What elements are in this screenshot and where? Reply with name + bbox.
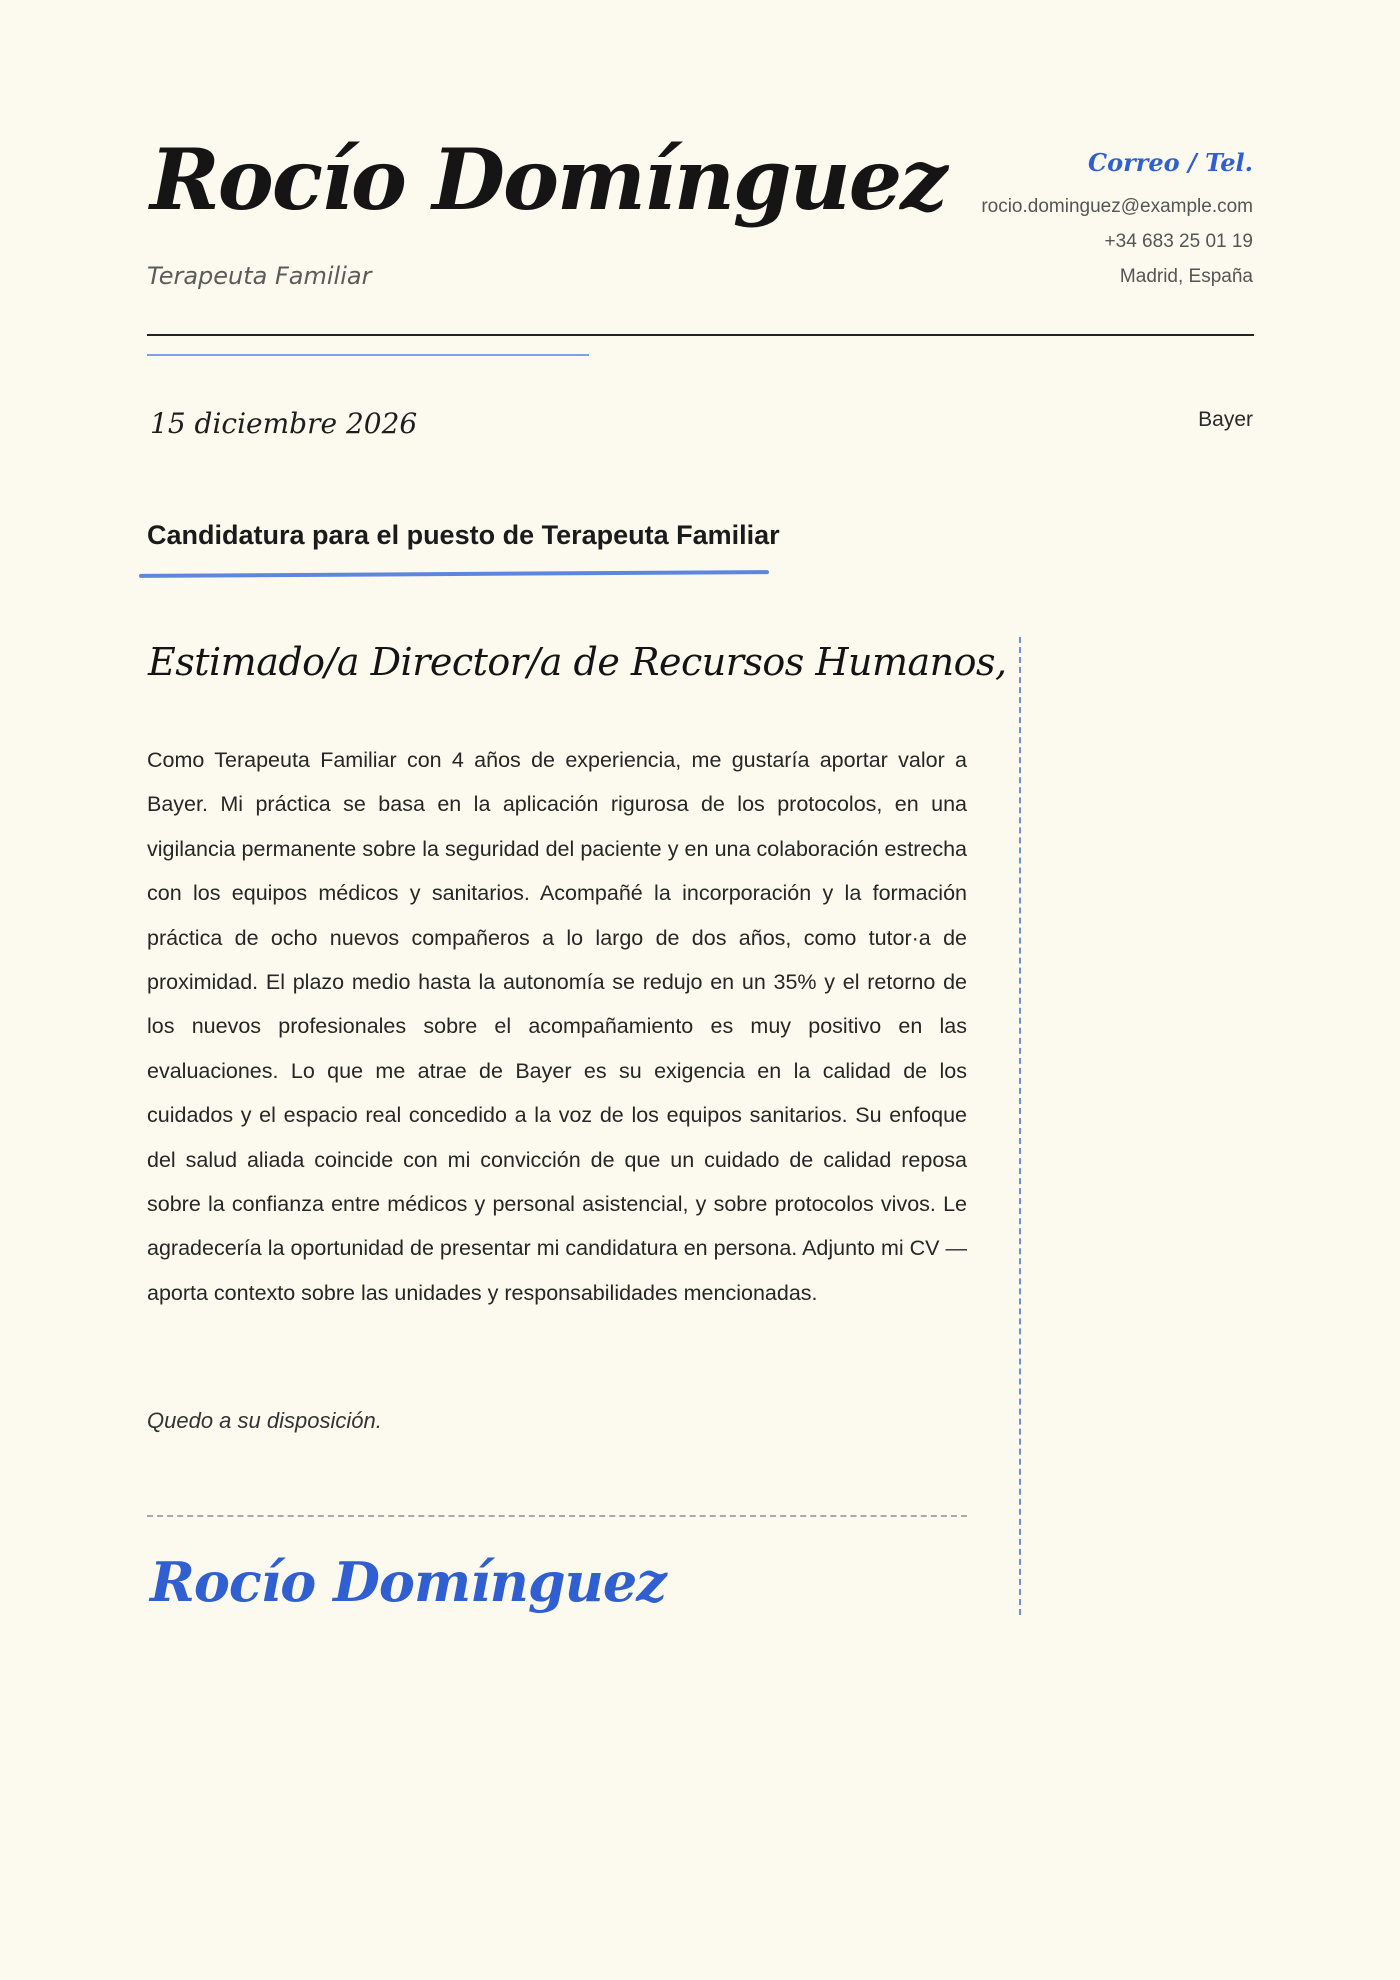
contact-phone: +34 683 25 01 19 [1104, 231, 1253, 252]
vertical-divider [1019, 637, 1021, 1615]
applicant-role: Terapeuta Familiar [147, 262, 372, 290]
letter-subject: Candidatura para el puesto de Terapeuta Familiar [147, 520, 780, 550]
contact-block [981, 148, 1253, 294]
header-accent-divider [147, 354, 589, 356]
subject-underline [139, 570, 769, 578]
letter-closing: Quedo a su disposición. [147, 1408, 382, 1433]
header-divider [147, 334, 1254, 336]
recipient-company: Bayer [1198, 408, 1253, 431]
letter-date: 15 diciembre 2026 [150, 407, 418, 440]
letter-greeting: Estimado/a Director/a de Recursos Humanos, [148, 640, 1007, 684]
contact-location: Madrid, España [1119, 266, 1253, 287]
signature-divider [147, 1515, 967, 1517]
applicant-name: Rocío Domínguez [150, 130, 946, 229]
letter-body: Como Terapeuta Familiar con 4 años de experiencia, me gustaría aportar valor a Bayer. Mi práctica se basa en la aplicación rigurosa de los protocolos, en una vigilancia permanente sobre la seguridad del paciente y en una colaboración estrecha con los equipos médicos y sanitarios. Acompañé la incorporación y la formación práctica de ocho nuevos compañeros a lo largo de dos años, como tutor·a de proximidad. El plazo medio hasta la autonomía se redujo en un 35% y el retorno de los nuevos profesionales sobre el acompañamiento es muy positivo en las evaluaciones. Lo que me atrae de Bayer es su exigencia en la calidad de los cuidados y el espacio real concedido a la voz de los equipos sanitarios. Su enfoque del salud aliada coincide con mi convicción de que un cuidado de calidad reposa sobre la confianza entre médicos y personal asistencial, y sobre protocolos vivos. Le agradecería la oportunidad de presentar mi candidatura en persona. Adjunto mi CV — aporta contexto sobre las unidades y responsabilidades mencionadas. [147, 748, 967, 1305]
contact-title: Correo / Tel. [1088, 148, 1253, 177]
contact-email: rocio.dominguez@example.com [981, 196, 1253, 217]
signature: Rocío Domínguez [150, 1550, 666, 1614]
